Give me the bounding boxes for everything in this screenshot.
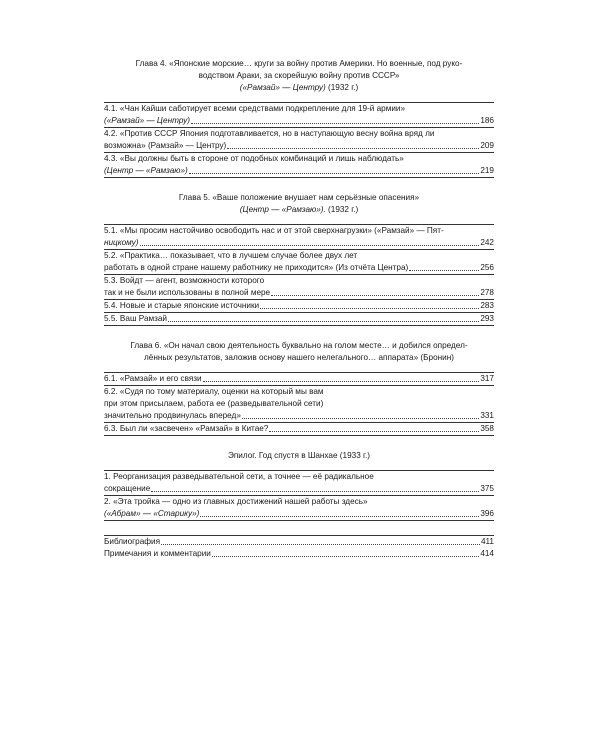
page-number: 242 [480,238,494,247]
chapter-heading-line: водством Араки, за скорейшую войну против СССР» [198,71,400,80]
entry-text-line: 6.2. «Судя по тому материалу, оценки на который мы вам [104,387,324,396]
dot-leader [212,556,479,557]
toc-entry [104,470,494,495]
toc-entry [104,312,494,325]
dot-leader [168,321,479,322]
entry-last-line [104,115,494,127]
toc-entry [104,548,494,560]
entry-last-line [104,287,494,299]
entry-last-line [104,508,494,520]
entry-text-line: 5.4. Новые и старые японские источники [104,301,260,310]
page-number: 358 [480,424,494,433]
chapter-heading [108,192,490,216]
page-number: 317 [480,374,494,383]
dot-leader [189,173,480,174]
entry-text-line: 5.5. Ваш Рамзай [104,314,167,323]
entry-last-line [104,410,494,422]
chapter-heading-attribution: («Рамзай» — Центру) [239,83,326,92]
chapter-heading [108,58,490,94]
chapter-heading-source [108,82,490,94]
chapter-heading-source [108,204,490,216]
page-number: 293 [480,314,494,323]
toc-entry [104,495,494,520]
entry-last-line [104,300,494,312]
toc-entry [104,385,494,422]
chapter-section [104,58,494,178]
dot-leader [409,270,479,271]
chapter-heading-line: Глава 6. «Он начал свою деятельность буквально на голом месте… и добился определ- [130,341,468,350]
entry-last-line [104,373,494,385]
chapter-heading-line: лённых результатов, заложив основу нашего нелегального… аппарата» (Бронин) [143,353,454,362]
entry-last-line [104,548,494,560]
page-number: 209 [480,141,494,150]
entry-text-line: 2. «Эта тройка — одно из главных достижений нашей работы здесь» [104,497,368,506]
page-number: 219 [480,166,494,175]
toc-entry [104,224,494,249]
page-number: 186 [480,116,494,125]
entry-last-line [104,262,494,274]
chapter-heading-year: (1932 г.) [325,83,359,92]
toc-entry [104,274,494,299]
entry-text-line: 6.3. Был ли «засвечен» «Рамзай» в Китае? [104,424,269,433]
page-number: 278 [480,288,494,297]
entry-text-line: так и не были использованы в полной мере [104,288,271,297]
page-number: 256 [480,263,494,272]
entry-text-line: сокращение [104,484,151,493]
entry-text-line: 4.2. «Против СССР Япония подготавливается, но в наступающую весну война вряд ли [104,129,435,138]
dot-leader [191,123,479,124]
page-number: 283 [480,301,494,310]
entry-text-line: 5.2. «Практика… показывает, что в лучшем случае более двух лет [104,251,358,260]
entry-last-line [104,483,494,495]
table-of-contents [104,58,494,560]
entry-text-line: 5.3. Войдт — агент, возможности которого [104,276,265,285]
chapter-items [104,372,494,436]
page-number: 375 [480,484,494,493]
entry-text-line: при этом присылаем, работа ее (разведывательной сети) [104,399,324,408]
entry-text-line: ницкому) [104,238,139,247]
entry-last-line [104,536,494,548]
entry-text-line: 5.1. «Мы просим настойчиво освободить нас и от этой сверхнагрузки» («Рамзай» — Пят- [104,226,444,235]
page-number: 411 [480,537,494,546]
entry-text-line: возможна» (Рамзай» — Центру) [104,141,227,150]
entry-text-line: значительно продвинулась вперед» [104,411,241,420]
dot-leader [140,245,480,246]
entry-text-line: 1. Реорганизация разведывательной сети, а точнее — её радикальное [104,472,374,481]
entry-text-line: 4.3. «Вы должны быть в стороне от подобных комбинаций и лишь наблюдать» [104,154,404,163]
entry-text-line: («Абрам» — «Старику») [104,509,200,518]
chapter-section [104,340,494,436]
chapter-heading [108,340,490,364]
entry-last-line [104,140,494,152]
toc-entry [104,152,494,177]
toc-entry [104,127,494,152]
toc-entry [104,102,494,127]
chapter-heading-year: (1932 г.) [325,205,359,214]
chapter-heading-line: Глава 5. «Ваше положение внушает нам серьёзные опасения» [178,193,420,202]
chapter-section [104,450,494,521]
toc-entry [104,422,494,435]
chapter-items [104,102,494,178]
page-number: 396 [480,509,494,518]
toc-entry [104,299,494,312]
dot-leader [227,148,479,149]
entry-text-line: («Рамзай» — Центру) [104,116,190,125]
entry-text-line: 6.1. «Рамзай» и его связи [104,374,202,383]
chapter-heading-attribution: (Центр — «Рамзаю»). [239,205,326,214]
dot-leader [203,381,480,382]
entry-text-line: 4.1. «Чан Кайши саботирует всеми средствами подкрепление для 19-й армии» [104,104,406,113]
entry-text-line: Библиография [104,537,161,546]
dot-leader [151,491,479,492]
toc-entry [104,249,494,274]
dot-leader [269,431,479,432]
chapter-heading-line: Глава 4. «Японские морские… круги за войну против Америки. Но военные, под руко- [135,59,463,68]
dot-leader [161,544,480,545]
entry-text-line: Примечания и комментарии [104,549,211,558]
entry-last-line [104,313,494,325]
page-number: 331 [480,411,494,420]
back-matter [104,535,494,560]
dot-leader [271,295,479,296]
page-number: 414 [480,549,494,558]
entry-last-line [104,423,494,435]
toc-entry [104,372,494,385]
entry-text-line: работать в одной стране нашему работнику не приходится» (Из отчёта Центра) [104,263,409,272]
chapter-items [104,470,494,521]
chapter-section [104,192,494,326]
dot-leader [242,418,479,419]
toc-entry [104,536,494,548]
chapter-items [104,224,494,326]
chapter-heading [108,450,490,462]
dot-leader [200,516,479,517]
entry-text-line: (Центр — «Рамзаю») [104,166,188,175]
entry-last-line [104,237,494,249]
chapter-heading-line: Эпилог. Год спустя в Шанхае (1933 г.) [227,451,371,460]
dot-leader [260,308,479,309]
entry-last-line [104,165,494,177]
